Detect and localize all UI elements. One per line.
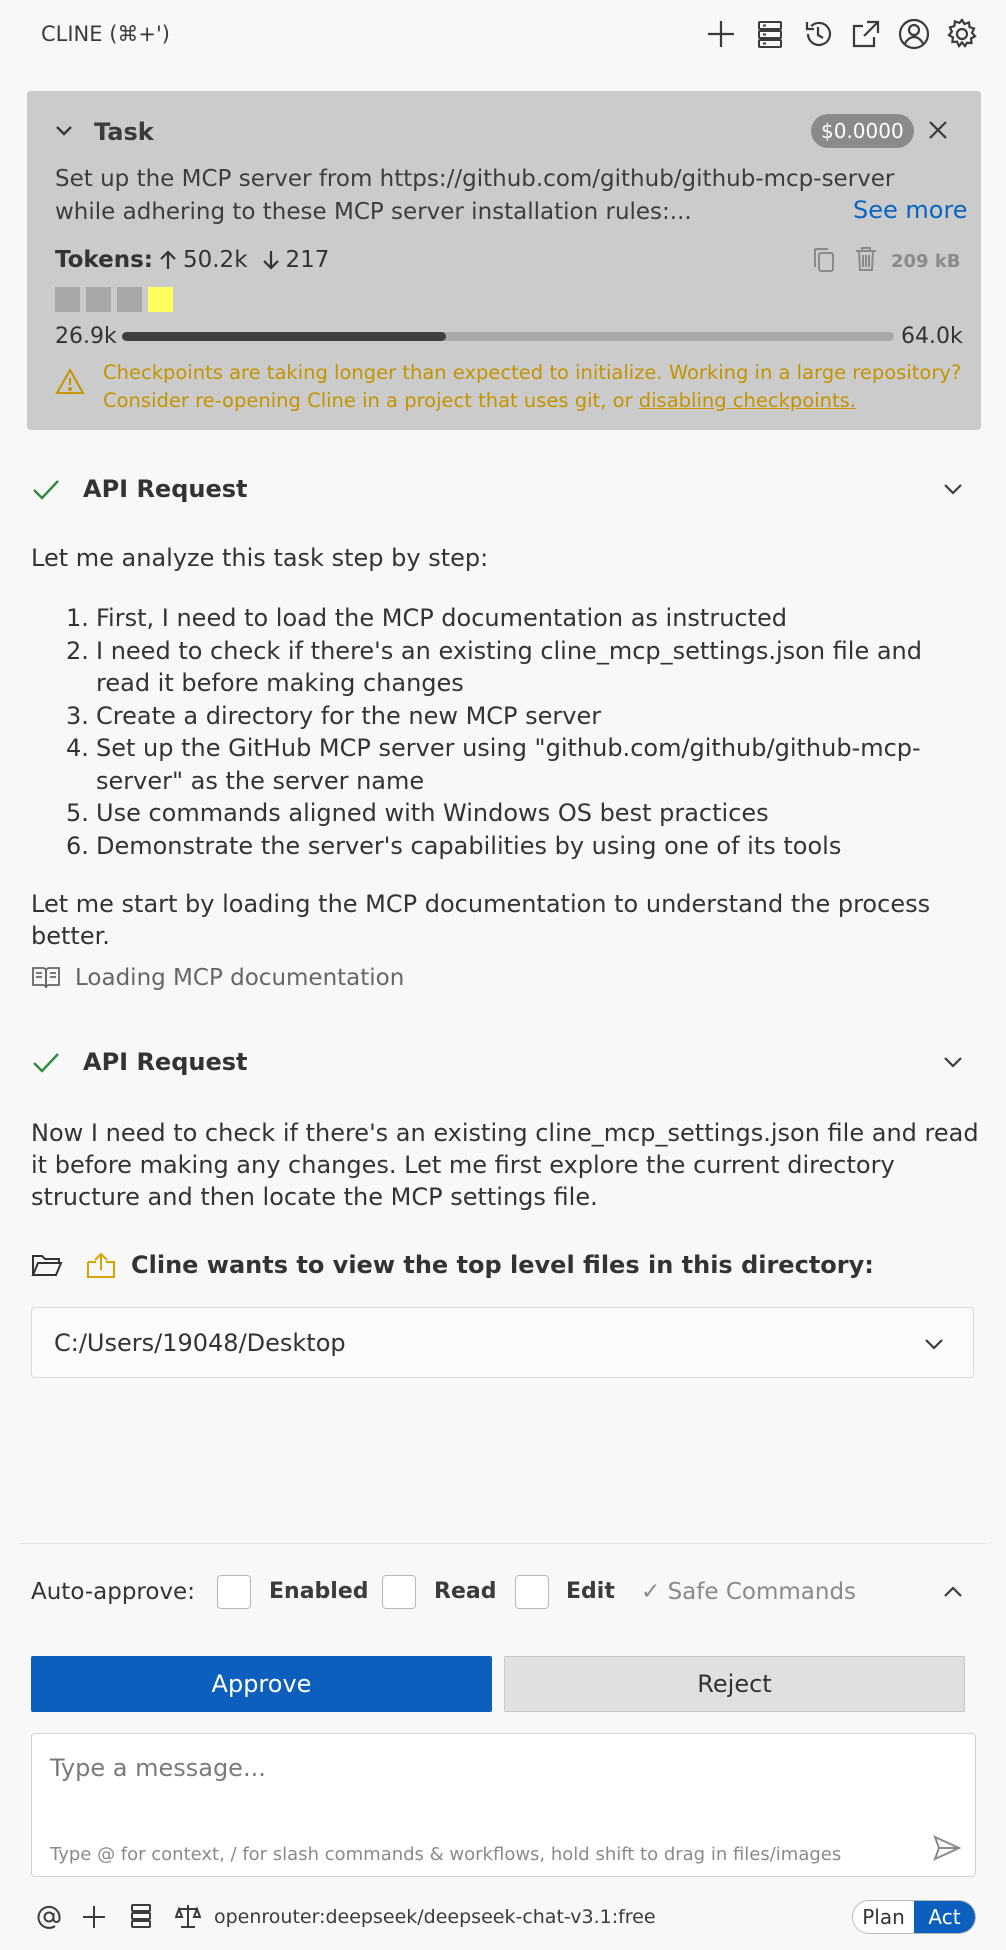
api-request-label: API Request — [83, 475, 248, 503]
read-label[interactable]: Read — [434, 1579, 497, 1604]
chevron-down-icon[interactable] — [941, 1050, 965, 1074]
arrow-up-icon — [159, 249, 177, 271]
scale-icon[interactable] — [175, 1902, 201, 1930]
message-placeholder: Type a message... — [50, 1754, 266, 1782]
see-more-link[interactable]: See more — [853, 196, 968, 224]
tokens-up: 50.2k — [182, 247, 248, 273]
trash-icon[interactable] — [853, 245, 879, 273]
approve-button[interactable]: Approve — [31, 1656, 492, 1712]
api-request-row[interactable] — [31, 471, 981, 511]
chevron-down-icon[interactable] — [922, 1332, 946, 1356]
tool-request-title: Cline wants to view the top level files in this directory: — [131, 1251, 874, 1279]
api-request-row[interactable] — [31, 1044, 981, 1084]
plus-icon[interactable] — [81, 1904, 107, 1930]
footer-bar — [0, 1898, 1006, 1938]
header — [0, 0, 1006, 72]
safe-commands-label[interactable]: ✓ Safe Commands — [641, 1579, 857, 1605]
warning-text: Checkpoints are taking longer than expected to initialize. Working in a large repository? Consider re-opening Cline in a project that uses git, or — [103, 361, 962, 412]
send-icon[interactable] — [932, 1834, 962, 1862]
task-card — [27, 91, 981, 430]
folder-upload-icon — [85, 1250, 117, 1280]
divider — [20, 1543, 986, 1544]
copy-icon[interactable] — [811, 246, 837, 274]
close-icon[interactable] — [927, 119, 949, 141]
tokens-down: 217 — [285, 247, 330, 273]
task-description: Set up the MCP server from https://github.com/github/github-mcp-server while adhering to these MCP server installation rules:... — [55, 166, 895, 225]
checkpoint-blocks — [55, 287, 173, 312]
plus-icon[interactable] — [704, 17, 738, 51]
plan-act-toggle[interactable] — [852, 1900, 976, 1934]
checkpoint-block — [55, 287, 80, 312]
tokens-label: Tokens: — [55, 247, 153, 273]
checkpoint-warning — [103, 359, 983, 415]
model-selector[interactable]: openrouter:deepseek/deepseek-chat-v3.1:free — [214, 1906, 656, 1928]
disable-checkpoints-link[interactable]: disabling checkpoints. — [638, 389, 856, 412]
message-second: Now I need to check if there's an existing cline_mcp_settings.json file and read it before making any changes. Let me first explore the current directory structure and then locate the MCP settings file. — [31, 1119, 979, 1211]
auto-approve-row — [31, 1573, 981, 1613]
chevron-down-icon[interactable] — [53, 119, 75, 141]
history-icon[interactable] — [801, 17, 835, 51]
message-intro: Let me analyze this task step by step: — [31, 544, 489, 572]
chevron-up-icon[interactable] — [941, 1581, 965, 1603]
gear-icon[interactable] — [945, 17, 979, 51]
account-icon[interactable] — [897, 17, 931, 51]
at-mention-icon[interactable] — [36, 1904, 62, 1930]
directory-path-box[interactable] — [31, 1307, 974, 1378]
loading-docs-text: Loading MCP documentation — [75, 965, 405, 991]
directory-path: C:/Users/19048/Desktop — [54, 1329, 346, 1357]
loading-docs-row — [31, 965, 404, 991]
tokens-row — [55, 247, 329, 273]
tool-request-header — [31, 1250, 874, 1280]
cost-badge: $0.0000 — [811, 114, 914, 148]
external-link-icon[interactable] — [849, 17, 883, 51]
arrow-down-icon — [262, 249, 280, 271]
warning-icon — [55, 367, 85, 395]
task-title[interactable]: Task — [94, 118, 154, 146]
context-window-bar — [122, 332, 894, 341]
server-icon[interactable] — [128, 1902, 154, 1930]
check-icon — [31, 475, 61, 505]
checkpoint-block — [117, 287, 142, 312]
server-icon[interactable] — [753, 17, 787, 51]
list-item: 3. Create a directory for the new MCP server — [66, 701, 602, 730]
list-item: 1. First, I need to load the MCP documentation as instructed — [66, 604, 788, 632]
check-icon — [31, 1048, 61, 1078]
panel-title: CLINE (⌘+') — [41, 22, 170, 46]
list-item: 4. Set up the GitHub MCP server using "github.com/github/github-mcp-server" as the server name — [66, 734, 921, 795]
checkpoint-block — [86, 287, 111, 312]
enabled-label[interactable]: Enabled — [269, 1579, 369, 1604]
chevron-down-icon[interactable] — [941, 477, 965, 501]
act-mode-button[interactable]: Act — [914, 1901, 975, 1933]
edit-checkbox[interactable] — [515, 1575, 549, 1609]
context-window-fill — [122, 332, 446, 341]
enabled-checkbox[interactable] — [217, 1575, 251, 1609]
edit-label[interactable]: Edit — [566, 1579, 615, 1604]
plan-mode-button[interactable]: Plan — [853, 1901, 914, 1933]
steps-list — [66, 602, 976, 862]
list-item: 2. I need to check if there's an existing cline_mcp_settings.json file and read it before making changes — [66, 636, 922, 697]
task-size: 209 kB — [891, 251, 961, 272]
context-max: 64.0k — [901, 324, 963, 349]
list-item: 5. Use commands aligned with Windows OS best practices — [66, 799, 769, 827]
book-icon — [31, 965, 61, 991]
auto-approve-label: Auto-approve: — [31, 1579, 195, 1605]
reject-button[interactable]: Reject — [504, 1656, 965, 1712]
message-outro: Let me start by loading the MCP documentation to understand the process better. — [31, 890, 931, 950]
input-hint: Type @ for context, / for slash commands & workflows, hold shift to drag in files/images — [50, 1844, 842, 1865]
list-item: 6. Demonstrate the server's capabilities by using one of its tools — [66, 831, 842, 860]
folder-open-icon — [31, 1251, 63, 1279]
message-input[interactable] — [31, 1733, 976, 1877]
checkpoint-block-active — [148, 287, 173, 312]
api-request-label: API Request — [83, 1048, 248, 1076]
read-checkbox[interactable] — [382, 1575, 416, 1609]
context-used: 26.9k — [55, 324, 117, 349]
